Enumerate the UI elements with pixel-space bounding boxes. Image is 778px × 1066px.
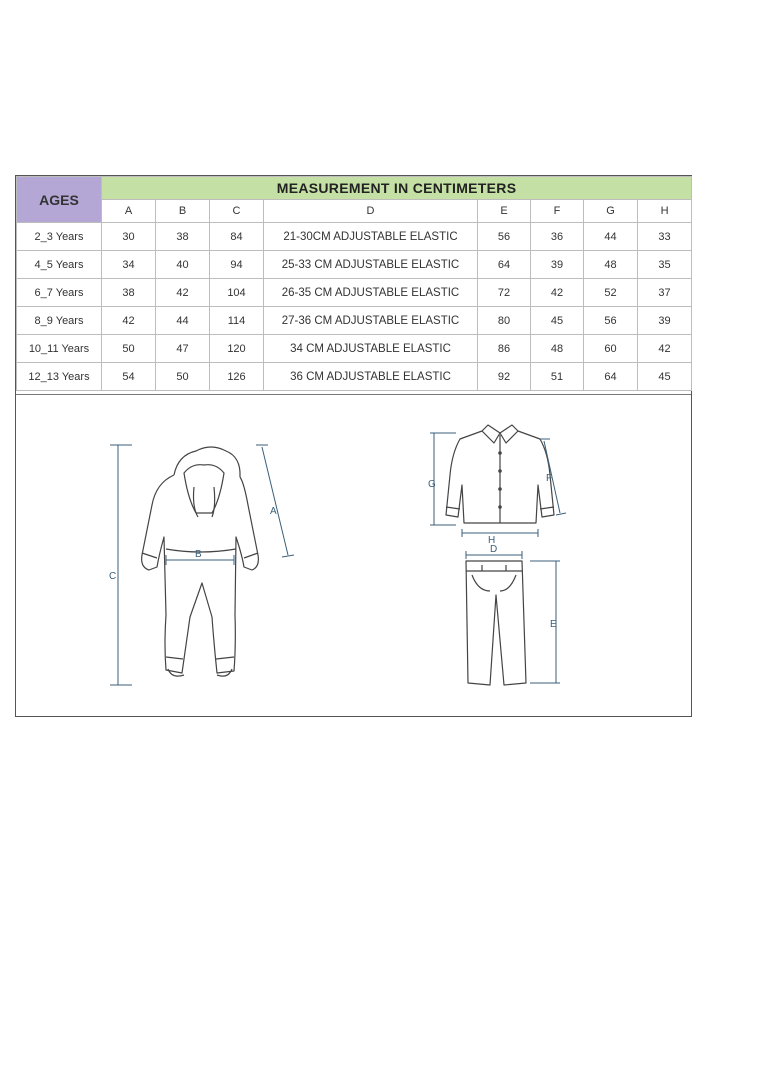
value-h-cell: 39 <box>638 307 692 335</box>
value-g-cell: 60 <box>584 335 638 363</box>
value-c-cell: 84 <box>210 223 264 251</box>
value-b-cell: 38 <box>156 223 210 251</box>
table-row <box>17 335 692 363</box>
value-d-cell: 25-33 CM ADJUSTABLE ELASTIC <box>264 251 478 279</box>
value-e-cell: 80 <box>478 307 531 335</box>
age-cell: 8_9 Years <box>17 307 102 335</box>
value-d-cell: 34 CM ADJUSTABLE ELASTIC <box>264 335 478 363</box>
column-header-g: G <box>584 200 638 223</box>
column-header-a: A <box>102 200 156 223</box>
table-row <box>17 223 692 251</box>
table-row <box>17 279 692 307</box>
value-f-cell: 42 <box>531 279 584 307</box>
label-f: F <box>546 473 553 484</box>
column-header-c: C <box>210 200 264 223</box>
value-d-cell: 36 CM ADJUSTABLE ELASTIC <box>264 363 478 391</box>
value-a-cell: 42 <box>102 307 156 335</box>
value-h-cell: 35 <box>638 251 692 279</box>
pants-drawing <box>466 561 526 685</box>
value-c-cell: 104 <box>210 279 264 307</box>
value-b-cell: 44 <box>156 307 210 335</box>
value-g-cell: 52 <box>584 279 638 307</box>
label-g: G <box>428 479 436 490</box>
jumpsuit-dimension-lines <box>110 445 294 685</box>
age-cell: 12_13 Years <box>17 363 102 391</box>
value-c-cell: 120 <box>210 335 264 363</box>
value-a-cell: 30 <box>102 223 156 251</box>
ages-header: AGES <box>17 177 102 223</box>
value-e-cell: 86 <box>478 335 531 363</box>
jumpsuit-drawing <box>142 447 259 676</box>
age-cell: 4_5 Years <box>17 251 102 279</box>
size-chart-sheet <box>15 175 692 717</box>
value-a-cell: 50 <box>102 335 156 363</box>
label-e: E <box>550 619 557 630</box>
value-b-cell: 42 <box>156 279 210 307</box>
value-d-cell: 21-30CM ADJUSTABLE ELASTIC <box>264 223 478 251</box>
table-row <box>17 363 692 391</box>
value-e-cell: 56 <box>478 223 531 251</box>
column-header-f: F <box>531 200 584 223</box>
label-c: C <box>109 571 117 582</box>
age-cell: 10_11 Years <box>17 335 102 363</box>
value-f-cell: 39 <box>531 251 584 279</box>
value-b-cell: 47 <box>156 335 210 363</box>
size-table <box>16 176 692 391</box>
value-g-cell: 44 <box>584 223 638 251</box>
age-cell: 2_3 Years <box>17 223 102 251</box>
value-h-cell: 45 <box>638 363 692 391</box>
value-e-cell: 92 <box>478 363 531 391</box>
label-h: H <box>488 535 496 546</box>
value-f-cell: 51 <box>531 363 584 391</box>
value-c-cell: 114 <box>210 307 264 335</box>
column-header-b: B <box>156 200 210 223</box>
value-h-cell: 33 <box>638 223 692 251</box>
value-f-cell: 48 <box>531 335 584 363</box>
column-header-d: D <box>264 200 478 223</box>
value-a-cell: 38 <box>102 279 156 307</box>
column-header-e: E <box>478 200 531 223</box>
value-h-cell: 37 <box>638 279 692 307</box>
value-a-cell: 54 <box>102 363 156 391</box>
value-b-cell: 50 <box>156 363 210 391</box>
value-f-cell: 36 <box>531 223 584 251</box>
value-g-cell: 56 <box>584 307 638 335</box>
label-a: A <box>270 506 277 517</box>
value-a-cell: 34 <box>102 251 156 279</box>
table-row <box>17 307 692 335</box>
measurement-header: MEASUREMENT IN CENTIMETERS <box>102 177 692 200</box>
value-c-cell: 94 <box>210 251 264 279</box>
label-d: D <box>490 544 498 555</box>
value-d-cell: 27-36 CM ADJUSTABLE ELASTIC <box>264 307 478 335</box>
shirt-dimension-lines <box>430 433 566 537</box>
table-row <box>17 251 692 279</box>
value-e-cell: 64 <box>478 251 531 279</box>
shirt-drawing <box>446 425 554 523</box>
value-b-cell: 40 <box>156 251 210 279</box>
value-d-cell: 26-35 CM ADJUSTABLE ELASTIC <box>264 279 478 307</box>
column-letter-row <box>17 200 692 223</box>
value-h-cell: 42 <box>638 335 692 363</box>
value-c-cell: 126 <box>210 363 264 391</box>
value-g-cell: 48 <box>584 251 638 279</box>
value-e-cell: 72 <box>478 279 531 307</box>
age-cell: 6_7 Years <box>17 279 102 307</box>
label-b: B <box>195 549 202 560</box>
garment-illustration <box>16 395 691 716</box>
value-f-cell: 45 <box>531 307 584 335</box>
value-g-cell: 64 <box>584 363 638 391</box>
column-header-h: H <box>638 200 692 223</box>
